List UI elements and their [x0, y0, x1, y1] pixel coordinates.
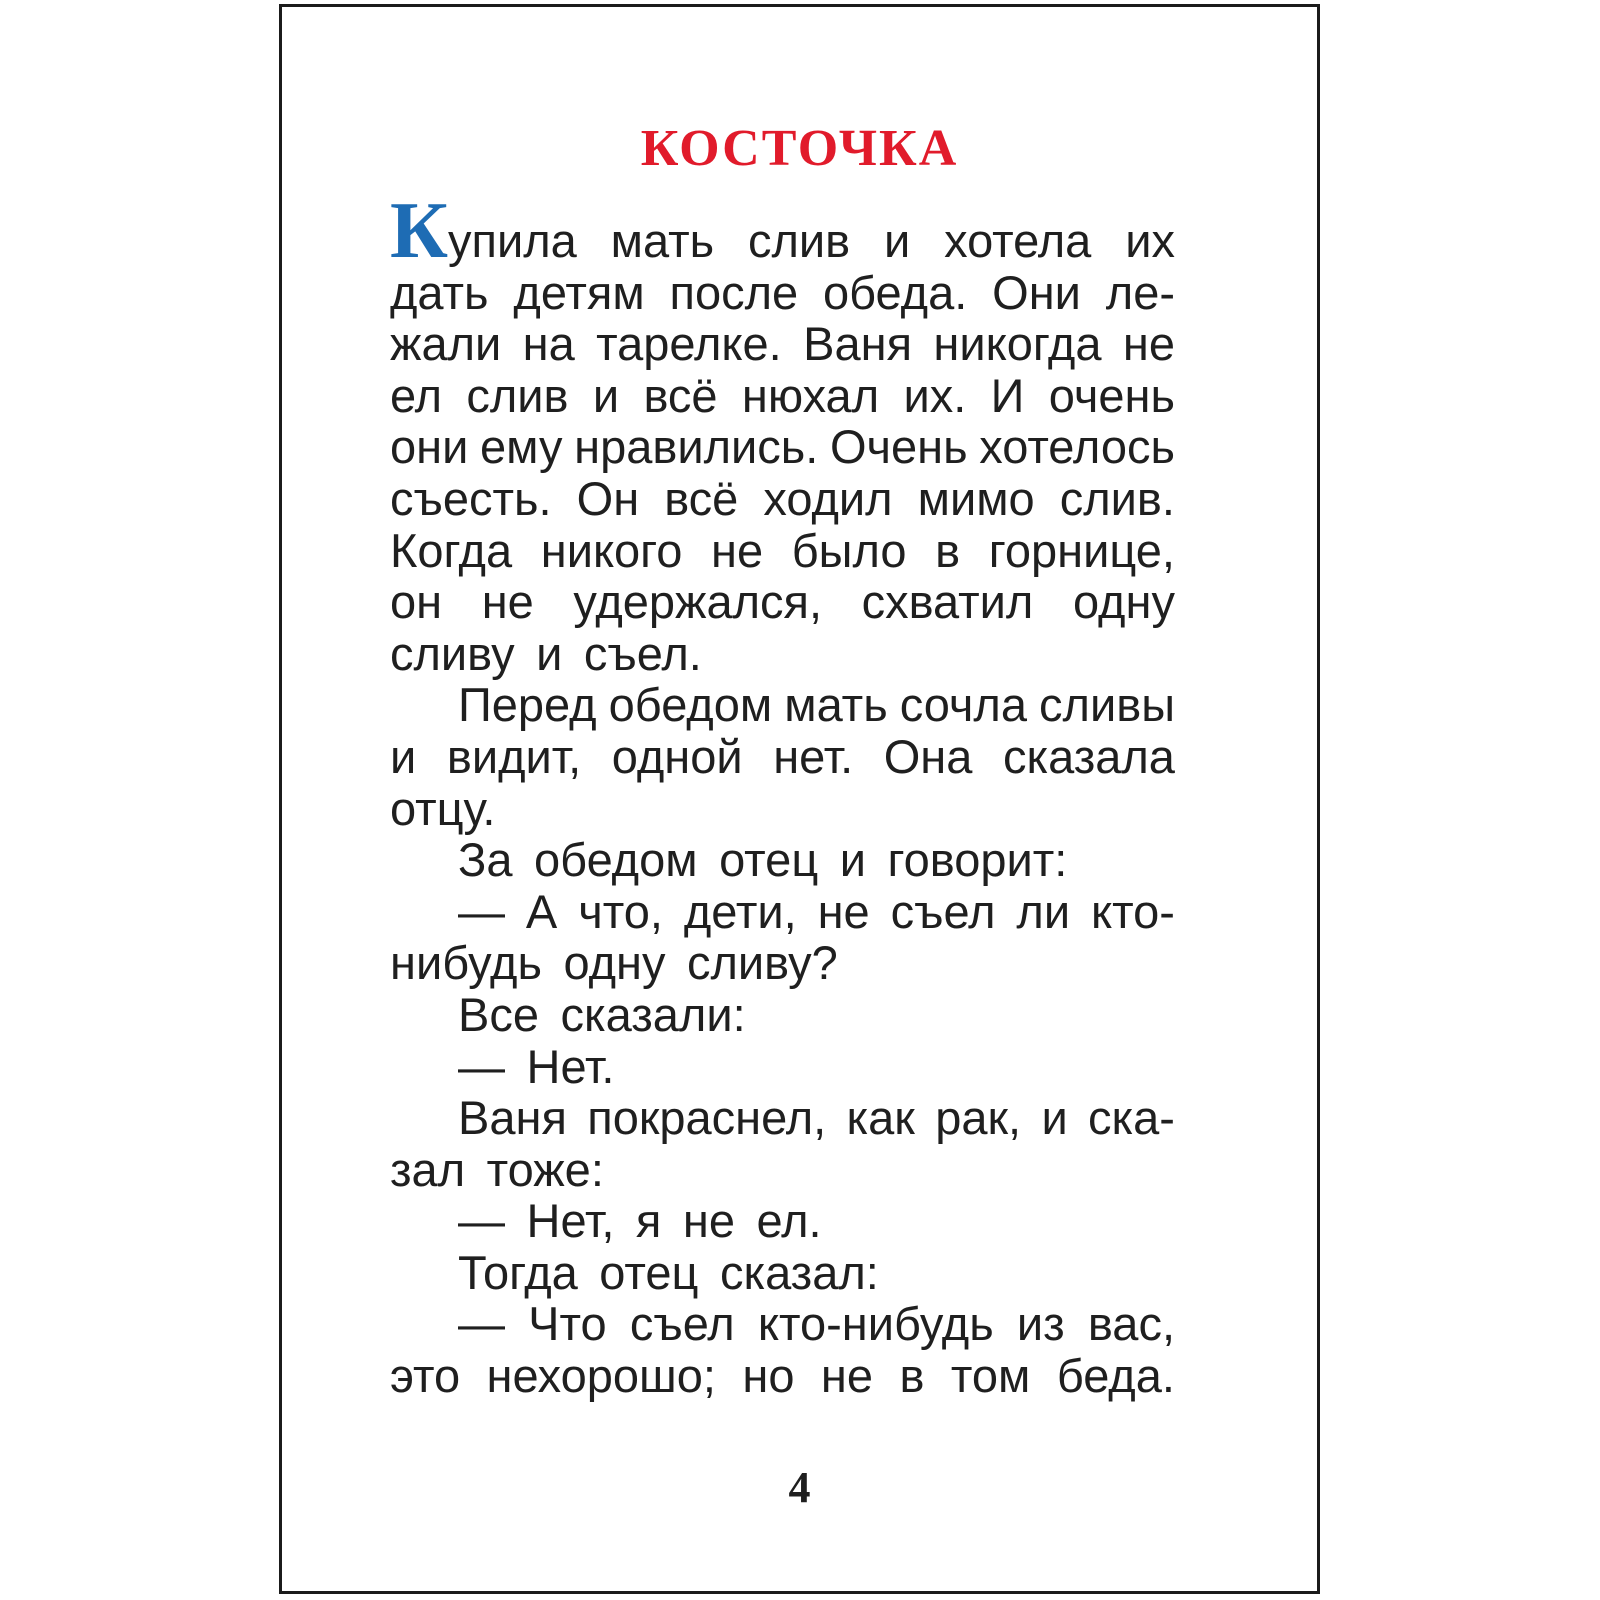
word: не	[711, 523, 764, 577]
word: Он	[576, 471, 640, 525]
text-line	[390, 187, 1175, 275]
word: никого	[540, 523, 683, 577]
story-title: КОСТОЧКА	[640, 120, 959, 177]
word: ле-	[1105, 265, 1175, 319]
word: и	[390, 729, 417, 783]
word: Перед	[458, 678, 597, 732]
word: Они	[992, 265, 1081, 319]
word: очень	[1048, 368, 1175, 422]
word: детям	[513, 265, 645, 319]
word: всё	[664, 471, 739, 525]
word: на	[522, 317, 575, 371]
word: мимо	[917, 471, 1035, 525]
word: Когда	[390, 523, 513, 577]
word: одну	[1072, 575, 1175, 629]
word: и	[883, 214, 911, 267]
word: мать	[784, 678, 888, 732]
word: хотела	[944, 214, 1092, 267]
word: сочла	[899, 678, 1027, 732]
text-line	[390, 318, 1175, 370]
word: Что	[528, 1297, 607, 1351]
word: вас,	[1087, 1297, 1175, 1351]
text-line: нибудь одну сливу?	[390, 936, 838, 990]
word: И	[990, 368, 1025, 422]
word: всё	[643, 368, 718, 422]
word: рак,	[935, 1091, 1022, 1145]
word: никогда	[933, 317, 1102, 371]
word: тарелке.	[596, 317, 782, 371]
word: жали	[390, 317, 502, 371]
word: съесть.	[390, 471, 552, 525]
text-line	[390, 679, 1175, 731]
text-line: За обедом отец и говорит:	[458, 833, 1068, 887]
word: Она	[883, 729, 973, 783]
story-body	[390, 187, 1175, 1403]
word: кто-нибудь	[757, 1297, 994, 1351]
word: не	[481, 575, 534, 629]
text-line: сливу и съел.	[390, 626, 702, 680]
word: их.	[903, 368, 967, 422]
word: покраснел,	[587, 1091, 827, 1145]
word: они	[390, 420, 469, 474]
word: Ваня	[803, 317, 913, 371]
word: сливы	[1039, 678, 1175, 732]
text-line	[390, 886, 1175, 938]
word: горнице,	[988, 523, 1175, 577]
word: дети,	[683, 884, 797, 938]
drop-cap-initial: К	[390, 187, 449, 275]
text-line	[390, 370, 1175, 422]
word: удержался,	[573, 575, 823, 629]
word: нет.	[773, 729, 854, 783]
word: А	[525, 884, 558, 938]
text-line	[390, 731, 1175, 783]
text-line	[390, 525, 1175, 577]
text-line	[390, 1350, 1175, 1402]
word: видит,	[446, 729, 582, 783]
page-frame	[279, 4, 1320, 1594]
word: мать	[610, 214, 715, 267]
word: после	[669, 265, 799, 319]
word: в	[899, 1349, 925, 1403]
word: но	[742, 1349, 795, 1403]
text-line	[390, 267, 1175, 319]
word: схватил	[861, 575, 1034, 629]
word: нехорошо;	[486, 1349, 716, 1403]
word: не	[1122, 317, 1175, 371]
word: что,	[578, 884, 663, 938]
word: съел	[629, 1297, 735, 1351]
word: —	[458, 1297, 505, 1351]
word: как	[846, 1091, 915, 1145]
word: Очень	[829, 420, 968, 474]
word: сказала	[1002, 729, 1175, 783]
text-line: Тогда отец сказал:	[458, 1245, 879, 1299]
text-line	[390, 1298, 1175, 1350]
word: кто-	[1091, 884, 1175, 938]
text-line: зал тоже:	[390, 1142, 604, 1196]
text-line	[390, 473, 1175, 525]
word: ходил	[763, 471, 893, 525]
word: обеда.	[823, 265, 968, 319]
word: нюхал	[741, 368, 880, 422]
word: хотелось	[979, 420, 1175, 474]
text-line: — Нет, я не ел.	[458, 1194, 822, 1248]
text-line	[390, 1092, 1175, 1144]
word: это	[390, 1349, 461, 1403]
word: их	[1125, 214, 1175, 267]
word: ска-	[1088, 1091, 1175, 1145]
word: и	[592, 368, 620, 422]
word: беда.	[1056, 1349, 1175, 1403]
text-line	[390, 421, 1175, 473]
word: было	[791, 523, 907, 577]
word: не	[820, 1349, 874, 1403]
word: не	[817, 884, 870, 938]
word: том	[950, 1349, 1031, 1403]
word: нравились.	[574, 420, 819, 474]
word: съел	[890, 884, 996, 938]
word: в	[935, 523, 961, 577]
word: и	[1041, 1091, 1068, 1145]
word: дать	[390, 265, 489, 319]
word: из	[1016, 1297, 1065, 1351]
word: слив	[747, 214, 851, 267]
word: одной	[611, 729, 743, 783]
word: обедом	[608, 678, 773, 732]
word: он	[390, 575, 443, 629]
text-line: — Нет.	[458, 1039, 615, 1093]
word: ли	[1016, 884, 1071, 938]
page-number: 4	[788, 1462, 811, 1512]
word: слив.	[1059, 471, 1175, 525]
text-line	[390, 576, 1175, 628]
word: слив	[466, 368, 569, 422]
text-line: Все сказали:	[458, 987, 746, 1041]
word: ел	[390, 368, 443, 422]
text-line: отцу.	[390, 781, 496, 835]
word: ему	[480, 420, 563, 474]
word: Купила	[390, 187, 577, 275]
word: Ваня	[458, 1091, 567, 1145]
word: —	[458, 884, 505, 938]
